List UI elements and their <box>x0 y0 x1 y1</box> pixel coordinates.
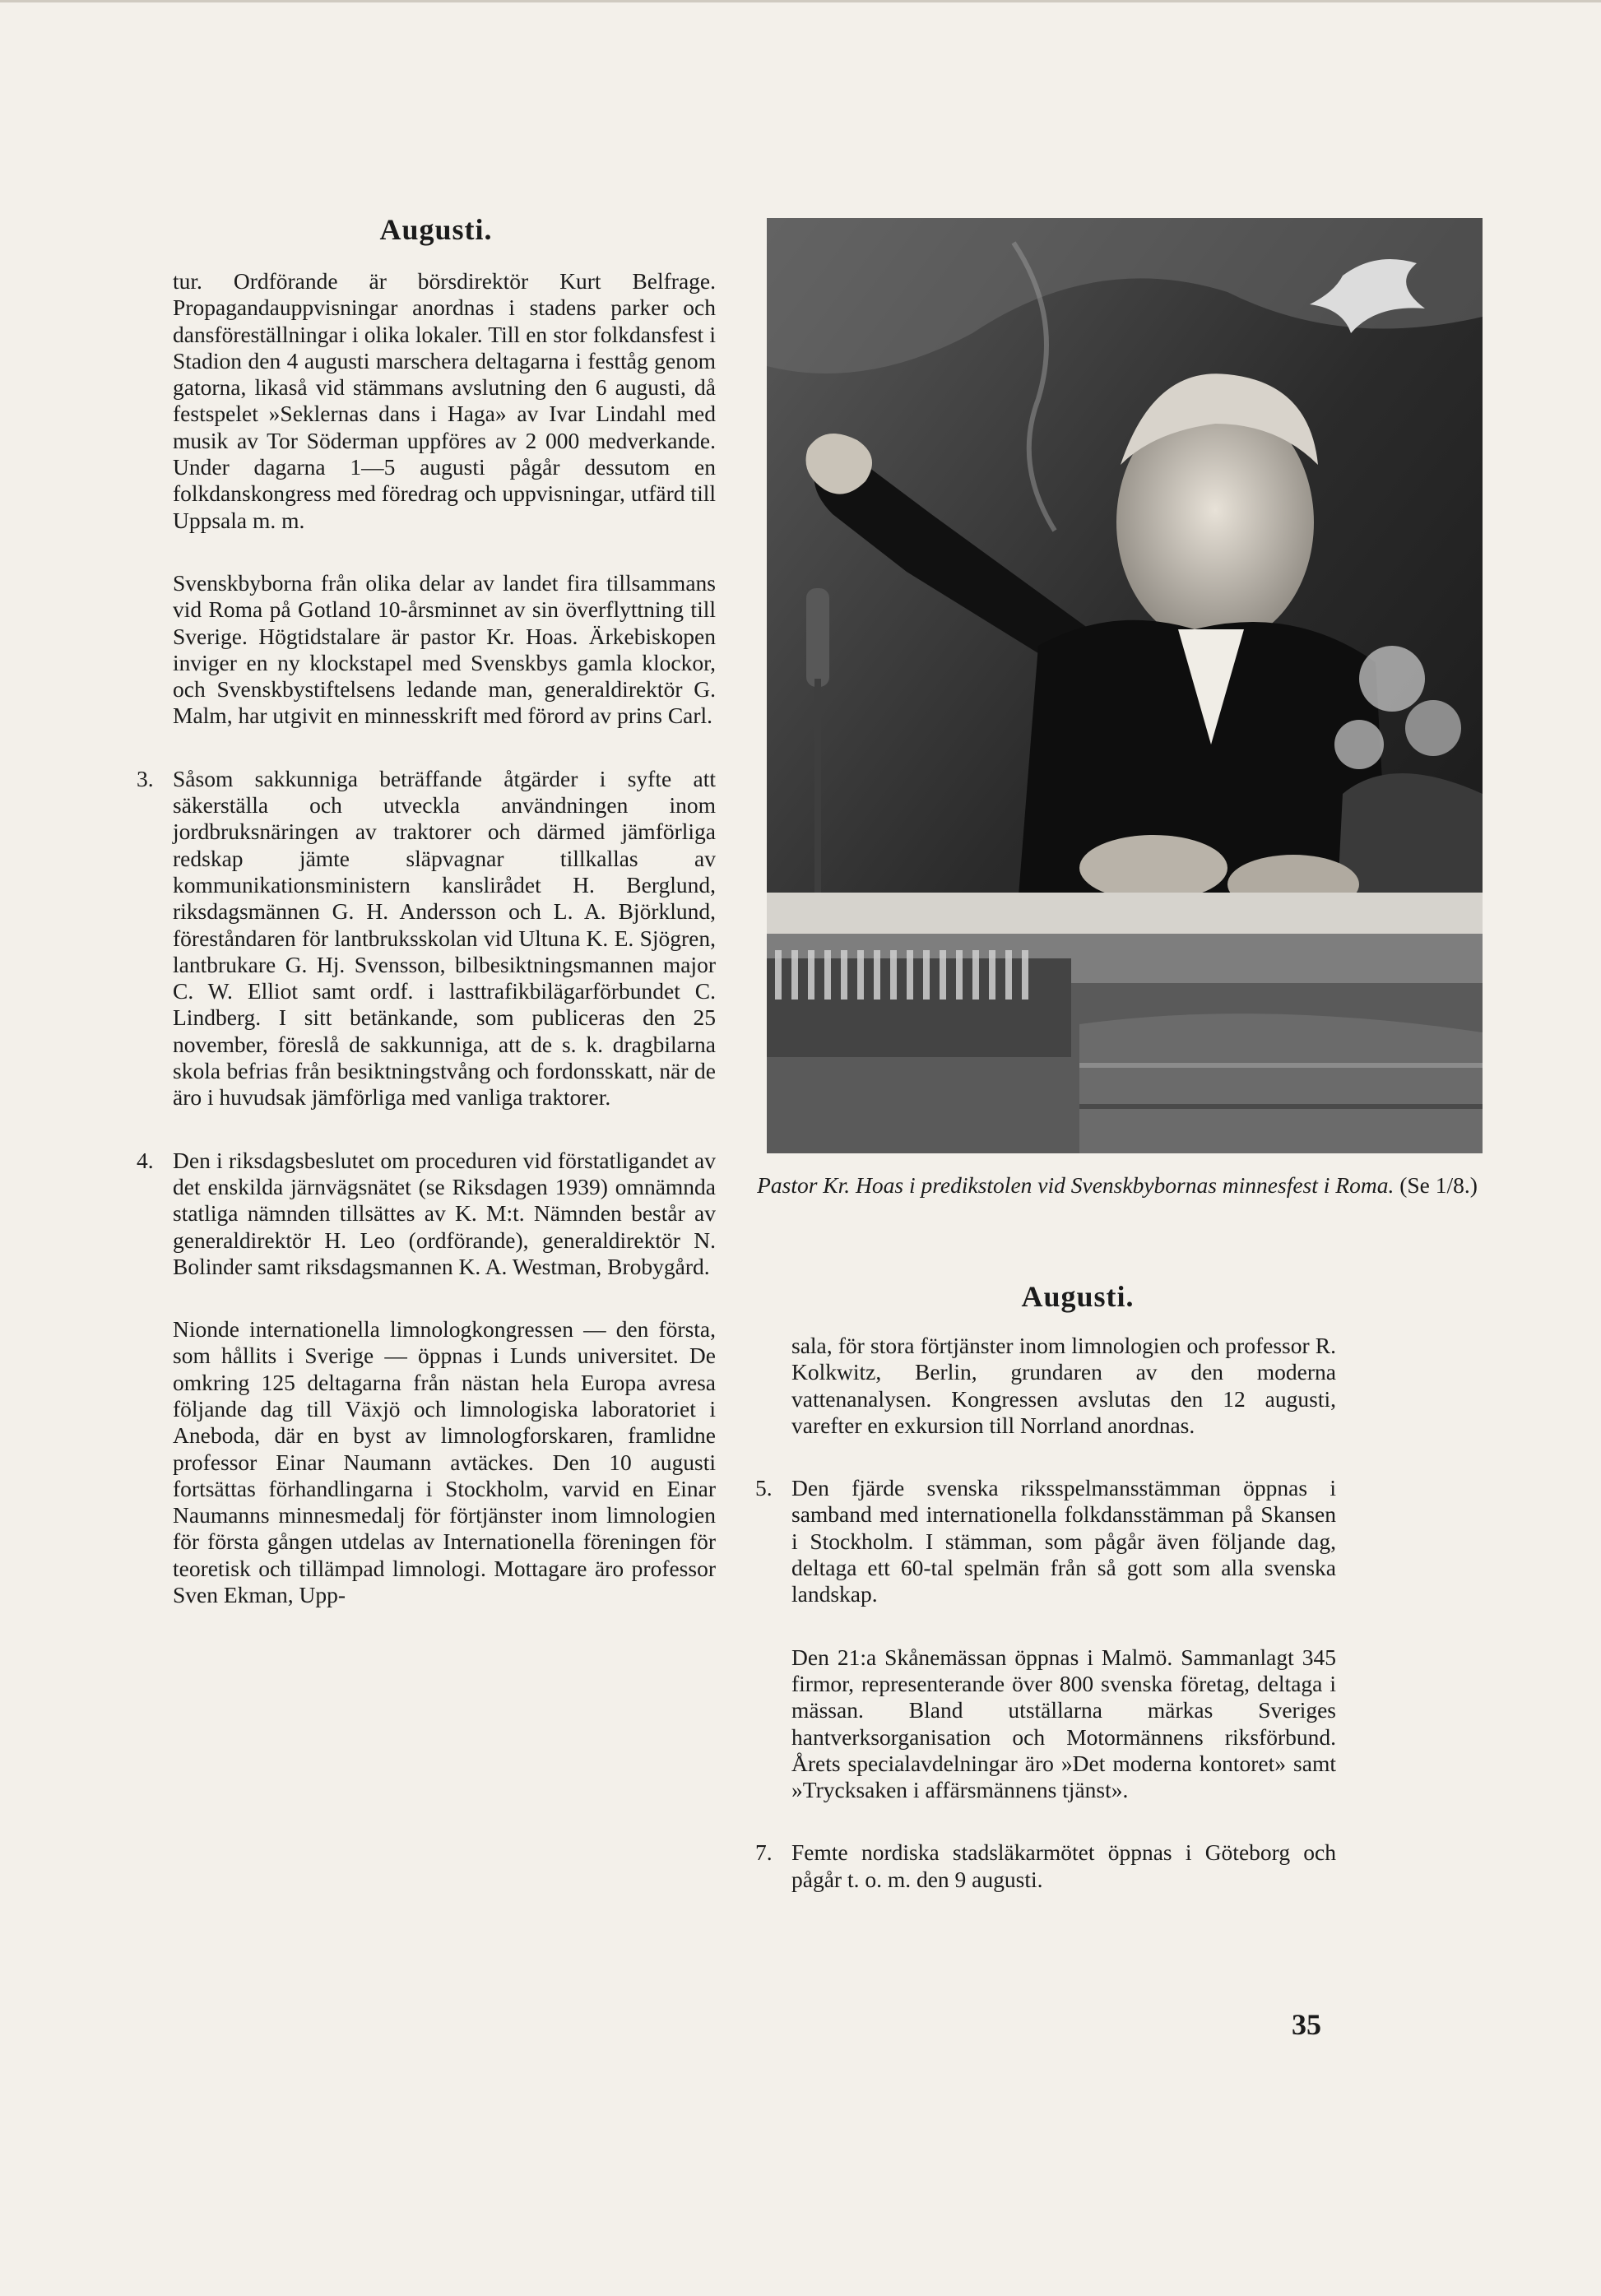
left-paragraph-1: tur. Ordförande är börsdirektör Kurt Belfrage. Propagandauppvisningar anordnas i stadens parker och dansföreställningar i olika lokaler. Till en stor folkdansfest i Stadion den 4 augusti marschera deltagarna i festtåg genom gatorna, likaså vid stämmans avslutning den 6 augusti, då festspelet »Seklernas dans i Haga» av Ivar Lindahl med musik av Tor Söderman uppföres av 2 000 medverkande. Under dagarna 1—5 augusti pågår dessutom en folkdanskongress med föredrag och uppvisningar, utfärd till Uppsala m. m. <box>173 268 716 533</box>
item-text: Såsom sakkunniga beträffande åtgärder i syfte att säkerställa och utveckla användningen inom jordbruksnäringen av traktorer och därmed jämförliga redskap jämte släpvagnar tillkallas av kommunikationsministern kanslirådet H. Berglund, riksdagsmännen G. H. Andersson och L. A. Björklund, föreståndaren för lantbruksskolan vid Ultuna K. E. Sjögren, lantbrukare G. Hj. Svensson, bilbesiktningsmannen major C. W. Elliot samt ordf. i lasttrafikbilägarförbundet C. Lindberg. I sitt betänkande, som publiceras den 25 november, föreslå de sakkunniga, att de s. k. dragbilarna skola befrias från besiktningstvång och fordonsskatt, när de äro i huvudsak jämförliga med vanliga traktorer. <box>173 765 716 1111</box>
item-number: 4. <box>137 1147 154 1173</box>
caption-reference: (Se 1/8.) <box>1399 1172 1478 1198</box>
photo-pastor-pulpit <box>767 218 1483 1153</box>
item-text: Den i riksdagsbeslutet om proceduren vid förstatligandet av det enskilda järnvägsnätet (se Riksdagen 1939) omnämnda statliga nämnden tillsättes av K. M:t. Nämnden består av generaldirektör H. Leo (ordförande), generaldirektör N. Bolinder samt riksdagsmannen K. A. Westman, Brobygård. <box>173 1147 716 1279</box>
left-heading: Augusti. <box>379 213 493 246</box>
top-border <box>0 0 1601 2</box>
item-number: 3. <box>137 765 154 791</box>
right-paragraph-1: sala, för stora förtjänster inom limnologien och professor R. Kolkwitz, Berlin, grundaren av den moderna vattenanalysen. Kongressen avslutas den 12 augusti, varefter en exkursion till Norrland anordnas. <box>791 1333 1336 1438</box>
page-number: 35 <box>1292 2008 1321 2041</box>
item-number: 5. <box>755 1475 773 1501</box>
right-heading: Augusti. <box>1021 1280 1135 1313</box>
item-text: Femte nordiska stadsläkarmötet öppnas i Göteborg och pågår t. o. m. den 9 augusti. <box>791 1839 1336 1892</box>
left-column <box>137 268 716 1608</box>
photo-caption <box>750 1172 1484 1199</box>
caption-text: Pastor Kr. Hoas i predikstolen vid Svenskbybornas minnesfest i Roma. <box>757 1172 1394 1198</box>
right-column <box>755 1333 1336 1893</box>
left-item-4 <box>137 1147 716 1280</box>
left-paragraph-5: Nionde internationella limnologkongressen — den första, som hållits i Sverige — öppnas i Lunds universitet. De omkring 125 deltagarna från nästan hela Europa avresa följande dag till Växjö och limnologiska laboratoriet i Aneboda, där en byst av limnologforskaren, framlidne professor Einar Naumann avtäckes. Den 10 augusti fortsättas förhandlingarna i Stockholm, varvid en Einar Naumanns minnesmedalj för förtjänster inom limnologien för första gången utdelas av Internationella föreningen för teoretisk och tillämpad limnologi. Mottagare äro professor Sven Ekman, Upp- <box>173 1316 716 1608</box>
item-number: 7. <box>755 1839 773 1866</box>
right-paragraph-3: Den 21:a Skånemässan öppnas i Malmö. Sammanlagt 345 firmor, representerande över 800 svenska företag, deltaga i mässan. Bland utställarna märkas Sveriges hantverksorganisation och Motormännens riksförbund. Årets specialavdelningar äro »Det moderna kontoret» samt »Trycksaken i affärsmännens tjänst». <box>791 1644 1336 1803</box>
left-paragraph-2: Svenskbyborna från olika delar av landet fira tillsammans vid Roma på Gotland 10-årsminnet av sin överflyttning till Sverige. Högtidstalare är pastor Kr. Hoas. Ärkebiskopen inviger en ny klockstapel med Svenskbys gamla klockor, och Svenskbystiftelsens ledande man, generaldirektör G. Malm, har utgivit en minnesskrift med förord av prins Carl. <box>173 569 716 729</box>
right-item-5 <box>755 1475 1336 1607</box>
right-item-7 <box>755 1839 1336 1893</box>
item-text: Den fjärde svenska riksspelmansstämman öppnas i samband med internationella folkdansstämman på Skansen i Stockholm. I stämman, som pågår även följande dag, deltaga ett 60-tal spelmän från så gott som alla svenska landskap. <box>791 1475 1336 1607</box>
left-item-3 <box>137 765 716 1111</box>
photo-icon <box>767 218 1483 1153</box>
